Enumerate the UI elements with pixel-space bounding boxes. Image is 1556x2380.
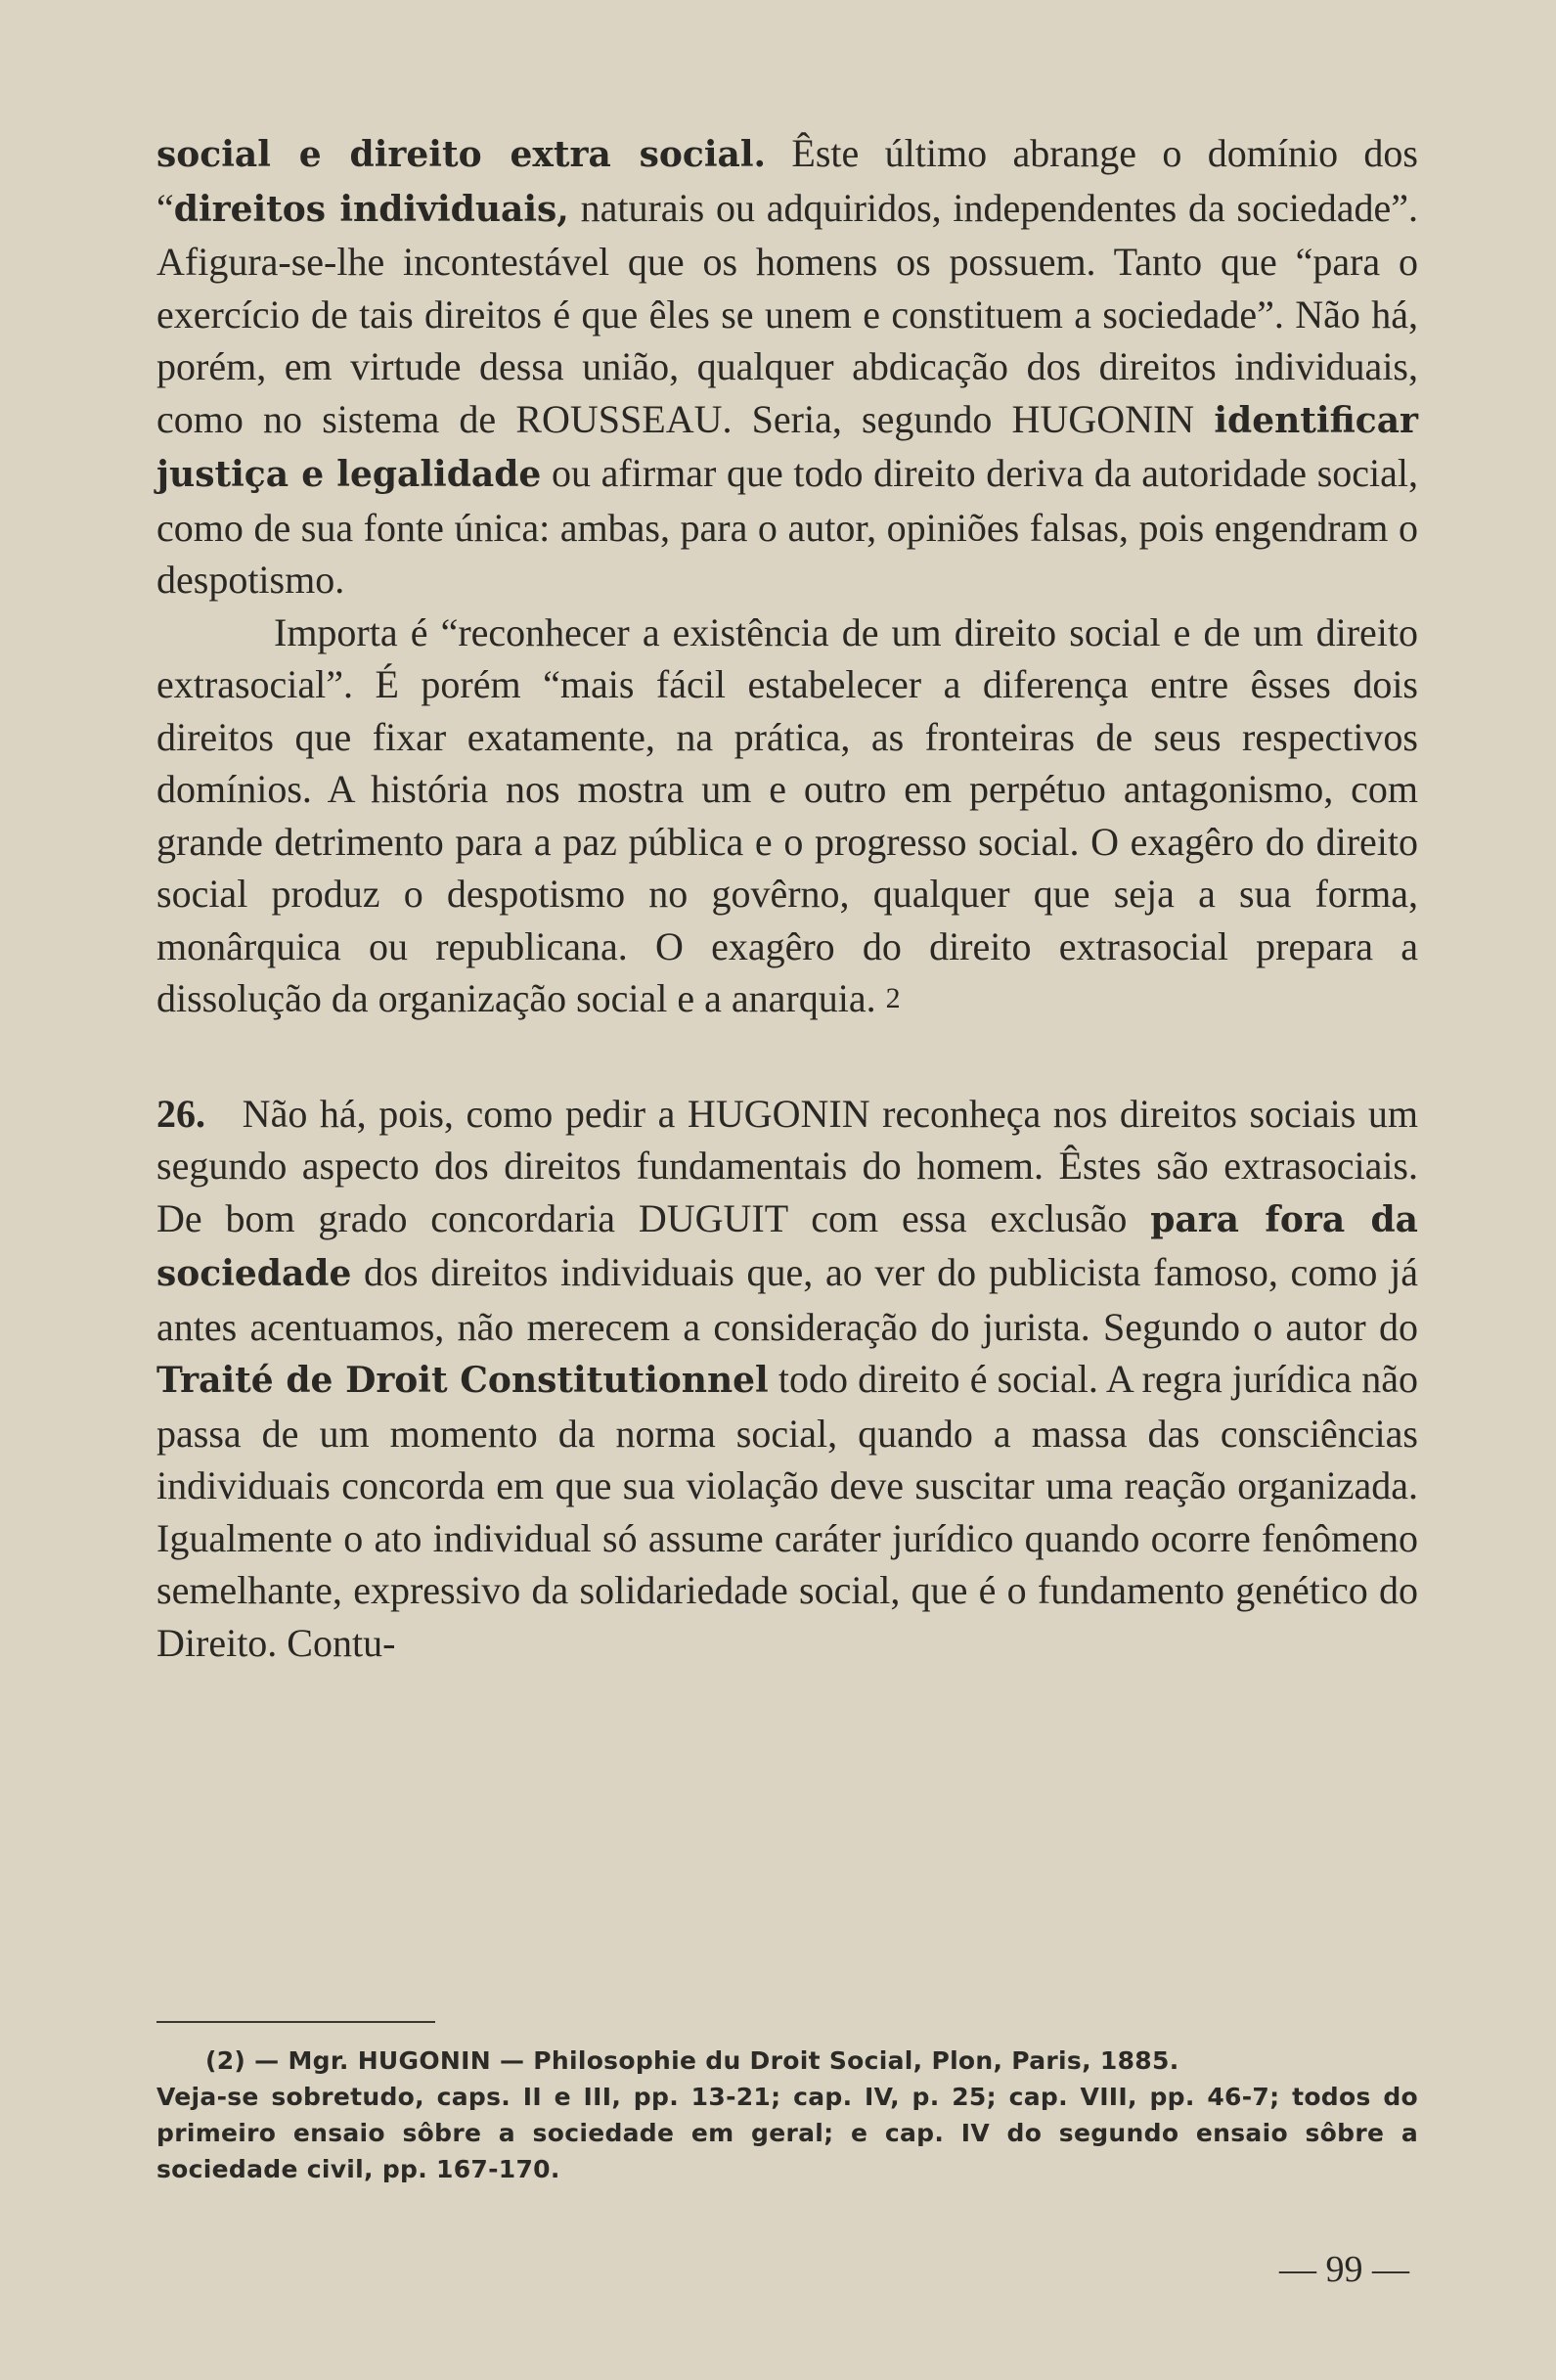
body-text	[156, 127, 1428, 1669]
p3-run-2: para fora da sociedade	[156, 1198, 1418, 1294]
p3-run-5: todo direito é social. A regra jurídica não passa de um momento da norma social, quando a massa das consciências individuais concorda em que sua violação deve suscitar uma reação organizada. Igualmente o ato individual só assume caráter jurídico quando ocorre fenômeno semelhante, expressivo da solidariedade social, que é o fundamento genético do Direito. Contu-	[156, 1357, 1418, 1665]
p3-run-4: Traité de Droit Constitutionnel	[156, 1360, 769, 1401]
p1-run-5: ou afirmar que todo direito deriva da autoridade social, como de sua fonte única: ambas, para o autor, opiniões falsas, pois engendram o despotismo.	[156, 451, 1418, 602]
section-number: 26.	[156, 1091, 205, 1136]
paragraph-26	[156, 1088, 1428, 1670]
p2-text: Importa é “reconhecer a existência de um direito social e de um direito extrasocial”. É porém “mais fácil estabelecer a diferença entre êsses dois direitos que fixar exatamente, na prática, as fronteiras de seus respectivos domínios. A história nos mostra um e outro em perpétuo antagonismo, com grande detrimento para a paz pública e o progresso social. O exagêro do direito social produz o despotismo no govêrno, qualquer que seja a sua forma, monârquica ou republicana. O exagêro do direito extrasocial prepara a dissolução da organização social e a anarquia.	[156, 609, 1418, 1020]
paragraph-2	[156, 606, 1418, 1025]
footnote	[156, 2043, 1418, 2187]
p1-run-4: identificar justiça e legalidade	[156, 399, 1418, 495]
footnote-divider	[156, 2021, 435, 2023]
p1-run-1: Êste último abrange o domínio dos “	[156, 131, 1418, 230]
footnote-line-1: (2) — Mgr. HUGONIN — Philosophie du Droit Social, Plon, Paris, 1885.	[205, 2046, 1179, 2075]
page-number: — 99 —	[1279, 2249, 1409, 2290]
paragraph-1	[156, 127, 1418, 606]
p3-run-3: dos direitos individuais que, ao ver do publicista famoso, como já antes acentuamos, não merecem a consideração do jurista. Segundo o autor do	[156, 1250, 1418, 1349]
footnote-rest: Veja-se sobretudo, caps. II e III, pp. 13-21; cap. IV, p. 25; cap. VIII, pp. 46-7; todos do primeiro ensaio sôbre a sociedade em geral; e cap. IV do segundo ensaio sôbre a sociedade civil, pp. 167-170.	[156, 2083, 1418, 2183]
p1-run-0: social e direito extra social.	[156, 134, 767, 175]
p3-run-1: Não há, pois, como pedir a HUGONIN reconheça nos direitos sociais um segundo aspecto dos direitos fundamentais do homem. Êstes são extrasociais. De bom grado concordaria DUGUIT com essa exclusão	[156, 1091, 1428, 1240]
p1-run-2: direitos individuais,	[173, 188, 569, 230]
footnote-reference: 2	[885, 982, 901, 1014]
section-gap	[156, 1025, 1418, 1088]
p1-run-3: naturais ou adquiridos, independentes da sociedade”. Afigura-se-lhe incontestável que os homens os possuem. Tanto que “para o exercício de tais direitos é que êles se unem e constituem a sociedade”. Não há, porém, em virtude dessa união, qualquer abdicação dos direitos individuais, como no sistema de ROUSSEAU. Seria, segundo HUGONIN	[156, 185, 1419, 441]
